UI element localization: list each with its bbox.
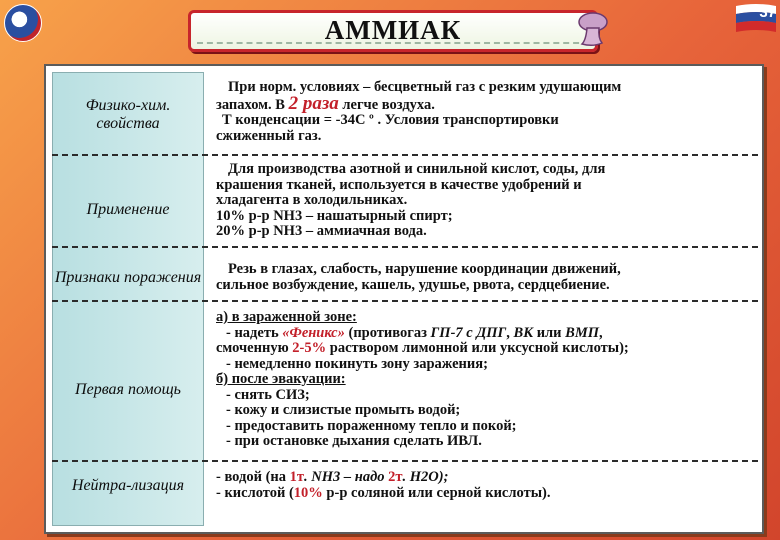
neutralization-text: - водой (на 1т. NH3 – надо 2т. H2O); - кислотой (10% р-р соляной или серной кислоты). bbox=[216, 469, 551, 501]
row-divider bbox=[52, 300, 758, 302]
row-divider bbox=[52, 154, 758, 156]
label-application: Применение bbox=[86, 201, 170, 218]
page-number: 37 bbox=[759, 4, 776, 21]
physchem-text: При норм. условиях – бесцветный газ с резким удушающим запахом. В 2 раза легче воздуха. Т конденсации = -34С º . Условия транспортировки сжиженный газ. bbox=[216, 79, 622, 144]
content-panel bbox=[44, 64, 764, 534]
label-column bbox=[52, 72, 204, 526]
mushroom-icon bbox=[574, 10, 612, 48]
page-title: АММИАК bbox=[324, 15, 462, 45]
first-aid-text: а) в зараженной зоне: - надеть «Феникс» (противогаз ГП-7 с ДПГ, ВК или ВМП, смоченную 2-5% раствором лимонной или уксусной кислоты); - немедленно покинуть зону заражения; б) после эвакуации: - снять СИЗ; - кожу и слизистые промыть водой; - предоставить пораженному тепло и покой; - при остановке дыхания сделать ИВЛ. bbox=[216, 309, 629, 449]
label-neutralization: Нейтра-лизация bbox=[71, 477, 185, 494]
row-divider bbox=[52, 246, 758, 248]
emblem-logo bbox=[4, 4, 42, 42]
label-symptoms: Признаки поражения bbox=[54, 269, 202, 286]
row-divider bbox=[52, 460, 758, 462]
label-first-aid: Первая помощь bbox=[75, 381, 181, 398]
label-physchem: Физико-хим. свойства bbox=[85, 97, 171, 132]
application-text: Для производства азотной и синильной кислот, соды, для крашения тканей, используется в качестве удобрений и хладагента в холодильниках. 10% р-р NH3 – нашатырный спирт; 20% р-р NH3 – аммиачная вода. bbox=[216, 161, 606, 239]
symptoms-text: Резь в глазах, слабость, нарушение координации движений, сильное возбуждение, кашель, удушье, рвота, сердцебиение. bbox=[216, 261, 621, 293]
title-banner bbox=[188, 10, 598, 52]
